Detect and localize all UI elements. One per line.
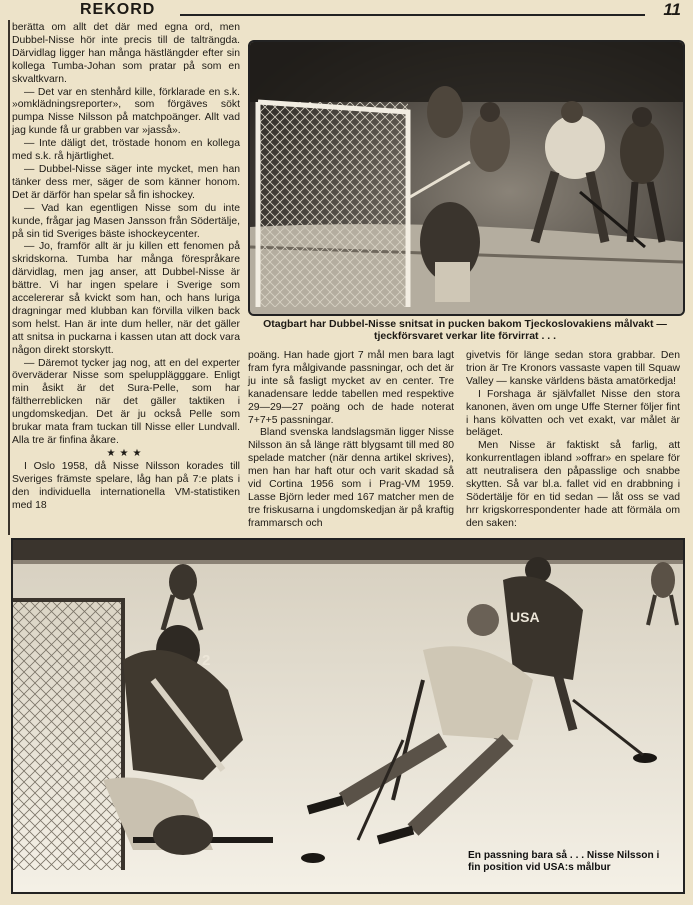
paragraph: — Dubbel-Nisse säger inte mycket, men han tänker dess mer, säger de som känner honom. Det är därför han spelar så fin ishockey. (12, 163, 240, 201)
hockey-goal-photo (248, 40, 685, 316)
jersey-letters: USA (510, 609, 540, 625)
magazine-name: REKORD (80, 1, 156, 18)
left-margin-rule (8, 20, 10, 535)
hockey-action-photo (11, 538, 685, 894)
paragraph: — Vad kan egentligen Nisse som du inte kunde, frågar jag Masen Jansson från Södertälje, på sin tid Sveriges bäste ishockeycenter. (12, 202, 240, 240)
paragraph: — Inte däligt det, tröstade honom en kollega med s.k. rå hjärtlighet. (12, 138, 240, 163)
page-number: 11 (663, 0, 681, 19)
paragraph: givetvis för länge sedan stora grabbar. Den trion är Tre Kronors vassaste vapen till Squaw Valley — kanske världens bästa amatörkedja! (466, 350, 680, 387)
page-header (0, 0, 693, 24)
photo-caption-top: Otagbart har Dubbel-Nisse snitsat in pucken bakom Tjeckoslovakiens målvakt — tjeckförsvaret verkar lite förvirrat . . . (263, 318, 667, 342)
article-column-1 (12, 22, 240, 512)
paragraph: poäng. Han hade gjort 7 mål men bara lagt fram fyra målgivande passningar, och det är ju inte så fasligt mycket av en center. Tre kanadensare ledde tabellen med respektive 29—29—27 poäng och de hade noterat 7+7+5 passningar. (248, 350, 454, 426)
paragraph: I Oslo 1958, då Nisse Nilsson korades till Sveriges främste spelare, låg han på 7:e plats i den individuella internationella VM-statistiken med 18 (12, 460, 240, 511)
paragraph: — Däremot tycker jag nog, att en del experter överväderar Nisse som spelupplägggare. Enligt min åsikt är det Sura-Pelle, som har fältherreblicken när det gäller taktiken i ungdomskedjan. Det är ju också Pelle som brukar mata fram tuckan till Nisse eller Lundvall. Alla tre är finfina åkare. (12, 357, 240, 446)
paragraph: — Jo, framför allt är ju killen ett fenomen på skridskorna. Tumba har många förespråkare därvidlag, men jag anser, att Dubbel-Nisse är bättre. Vi har ingen spelare i Sverige som accelererar så kvickt som han, och hans luriga dragningar med klubban kan förvilla vilken back som helst. Han är inte dum heller, när det gäller att snitsa in puckarna i kassen utan att dock vara någon direkt storskytt. (12, 241, 240, 356)
header-rule (180, 14, 645, 16)
paragraph: — Det var en stenhård kille, förklarade en s.k. »omklädningsreporter», som förgäves sökt pumpa Nisse Nilsson på matchpoänger. Allt vad jag kunde få ur grabben var »jasså». (12, 86, 240, 137)
photo-caption-bottom: En passning bara så . . . Nisse Nilsson i fin position vid USA:s målbur (468, 850, 660, 873)
paragraph: Men Nisse är faktiskt så farlig, att konkurrentlagen ibland »offrar» en spelare för att neutralisera den påpasslige och snabbe skytten. Så var bl.a. fallet vid en drabbning i Södertälje för en tid sedan — låt oss se vad hrr krigskorrespondenter hade att förmäla om den saken: (466, 440, 680, 529)
paragraph: berätta om allt det där med egna ord, men Dubbel-Nisse hör inte precis till de talträngda. Därvidlag ligger han många hästlängder efter sin kollega Tumba-Johan som pratar på som en skvaltkvarn. (12, 22, 240, 85)
section-separator: ★★★ (106, 447, 146, 459)
article-column-2 (248, 350, 454, 531)
paragraph: Bland svenska landslagsmän ligger Nisse Nilsson än så länge rätt blygsamt till med 80 spelade matcher (när denna artikel skrives), men han har haft otur och varit skadad så vid Cortina 1956 som i Prag-VM 1959. Lasse Björn leder med 167 matcher men de tre friskusarna i ungdomskedjan är på kraftig frammarsch och (248, 427, 454, 529)
paragraph: I Forshaga är självfallet Nisse den stora kanonen, även om unge Uffe Sterner följer fint i hans kölvatten och vet exakt, var målet är beläget. (466, 388, 680, 439)
jersey-number: 2 (202, 652, 211, 669)
article-column-3 (466, 350, 680, 531)
